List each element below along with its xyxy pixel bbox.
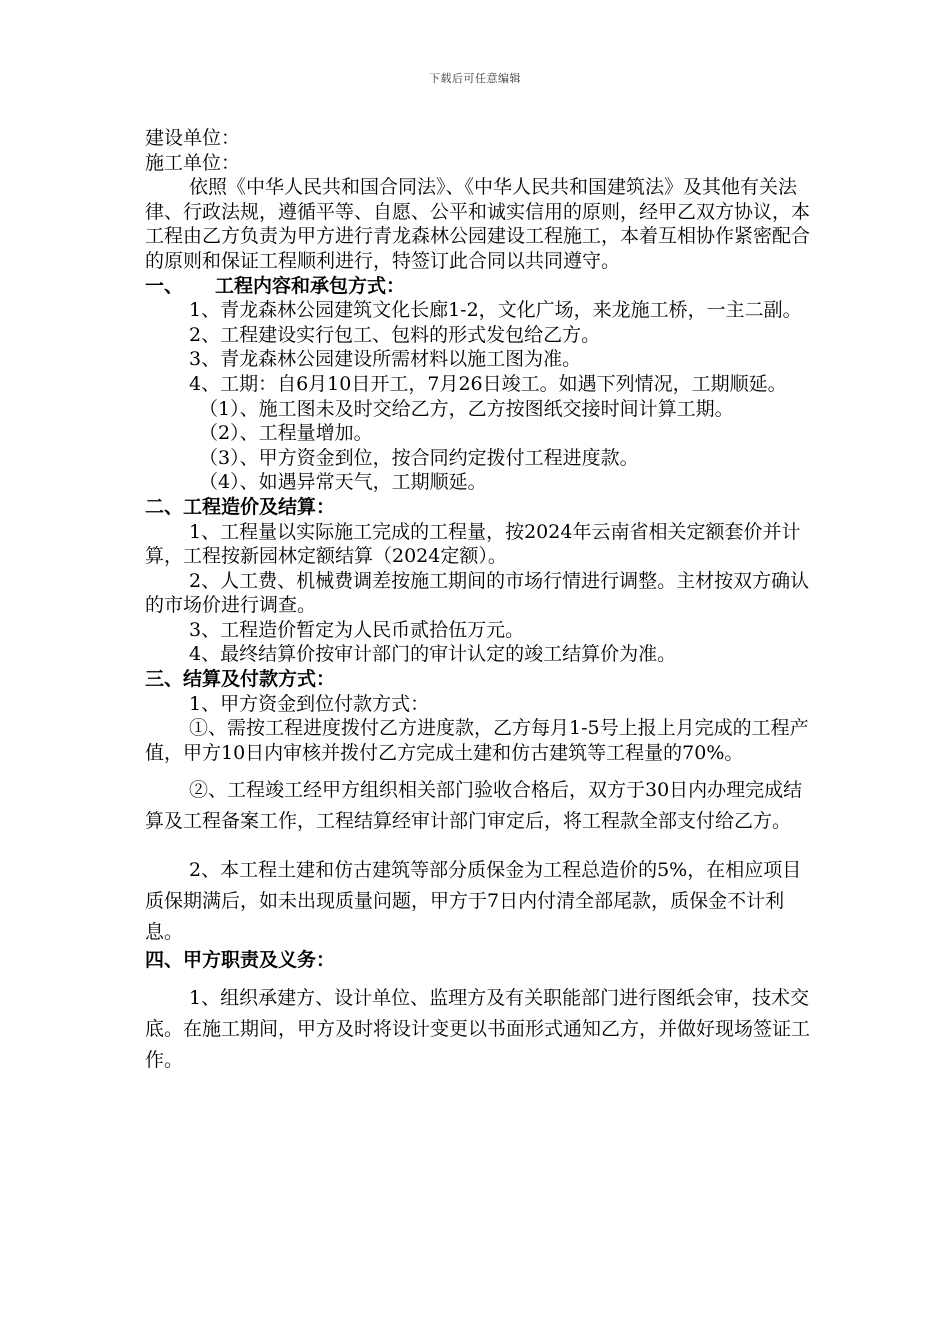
section-2-item: 2、人工费、机械费调差按施工期间的市场行情进行调整。主材按双方确认的市场价进行调查。	[145, 569, 810, 617]
contract-body	[145, 126, 810, 1076]
section-4-item: 1、组织承建方、设计单位、监理方及有关职能部门进行图纸会审，技术交底。在施工期间，甲方及时将设计变更以书面形式通知乙方，并做好现场签证工作。	[145, 987, 811, 1072]
section-3-item: ①、需按工程进度拨付乙方进度款，乙方每月1-5号上报上月完成的工程产值，甲方10日内审核并拨付乙方完成土建和仿古建筑等工程量的70%。	[145, 717, 809, 764]
section-3-heading: 三、结算及付款方式：	[145, 668, 336, 691]
section-1-subitem: （4）、如遇异常天气，工期顺延。	[199, 471, 487, 494]
section-3-item: ②、工程竣工经甲方组织相关部门验收合格后，双方于30日内办理完成结算及工程备案工作，工程结算经审计部门审定后，将工程款全部支付给乙方。	[145, 779, 803, 833]
section-1-heading	[145, 274, 810, 299]
section-4-heading: 四、甲方职责及义务：	[145, 949, 336, 972]
preamble-paragraph: 依照《中华人民共和国合同法》、《中华人民共和国建筑法》及其他有关法律、行政法规，遵循平等、自愿、公平和诚实信用的原则，经甲乙双方协议，本工程由乙方负责为甲方进行青龙森林公园建设工程施工，本着互相协作紧密配合的原则和保证工程顺利进行，特签订此合同以共同遵守。	[145, 176, 811, 272]
section-1-subitem: （1）、施工图未及时交给乙方，乙方按图纸交接时间计算工期。	[199, 397, 734, 420]
section-3-item: 2、本工程土建和仿古建筑等部分质保金为工程总造价的5%，在相应项目质保期满后，如未出现质量问题，甲方于7日内付清全部尾款，质保金不计利息。	[145, 859, 802, 944]
section-1-item: 4、工期：自6月10日开工，7月26日竣工。如遇下列情况，工期顺延。	[189, 372, 787, 395]
section-2-item: 4、最终结算价按审计部门的审计认定的竣工结算价为准。	[189, 643, 677, 666]
section-1-item: 2、工程建设实行包工、包料的形式发包给乙方。	[189, 323, 601, 346]
section-1-number: 一、	[145, 274, 184, 297]
section-2-item: 3、工程造价暂定为人民币贰拾伍万元。	[189, 618, 525, 641]
section-3-item: 1、甲方资金到位付款方式：	[189, 692, 430, 715]
section-2-heading: 二、工程造价及结算：	[145, 495, 336, 518]
section-1-subitem: （2）、工程量增加。	[199, 422, 373, 445]
contractor-unit-label: 施工单位：	[145, 151, 241, 174]
section-2-item: 1、工程量以实际施工完成的工程量，按2024年云南省相关定额套价并计算，工程按新园林定额结算（2024定额）。	[145, 520, 801, 568]
header-note: 下载后可任意编辑	[429, 72, 521, 85]
section-1-item: 1、青龙森林公园建筑文化长廊1-2，文化广场，来龙施工桥，一主二副。	[189, 299, 802, 322]
section-1-item: 3、青龙森林公园建设所需材料以施工图为准。	[189, 348, 582, 371]
construction-unit-label: 建设单位：	[145, 127, 241, 149]
section-1-title: 工程内容和承包方式：	[215, 274, 406, 297]
section-1-subitem: （3）、甲方资金到位，按合同约定拨付工程进度款。	[199, 446, 639, 469]
